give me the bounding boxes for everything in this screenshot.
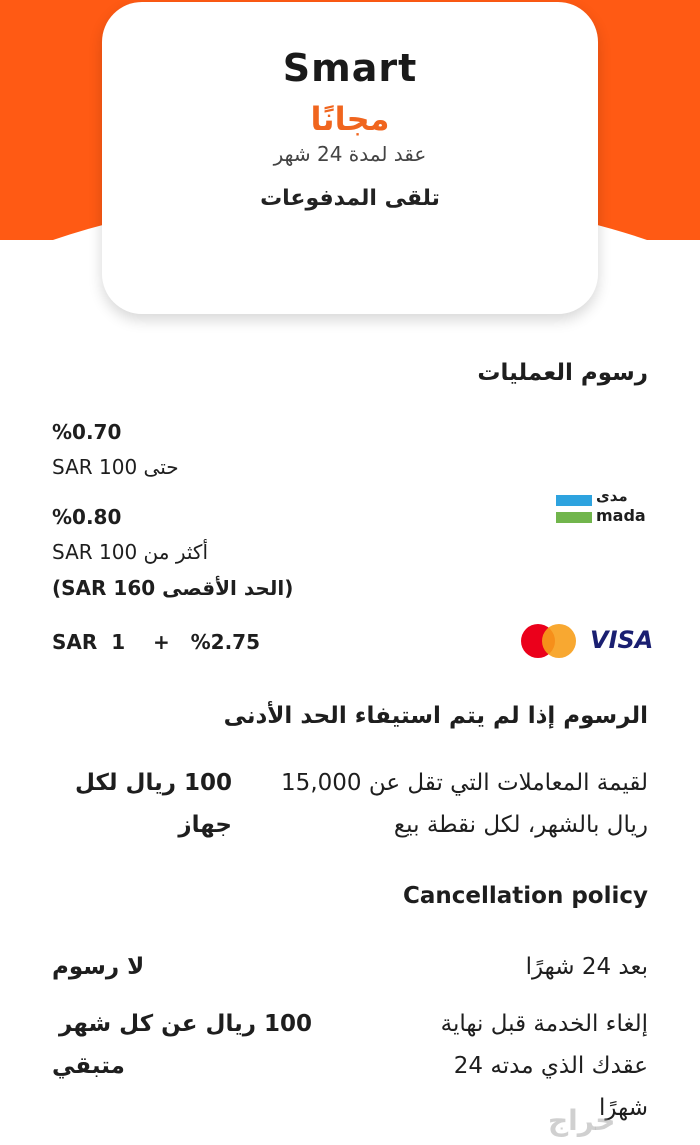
minimum-fees-amount-line1: 100 ريال لكل bbox=[74, 770, 232, 796]
minimum-fees-amount-line2: جهاز bbox=[178, 812, 232, 838]
visa-icon: VISA bbox=[590, 626, 654, 654]
mada-green-bar bbox=[556, 512, 592, 523]
watermark: حراج bbox=[548, 1104, 616, 1137]
mastercard-orange-circle bbox=[542, 624, 576, 658]
mada-tier2-rate: %0.80 bbox=[52, 505, 122, 529]
mastercard-icon bbox=[521, 624, 577, 658]
mada-blue-bar bbox=[556, 495, 592, 506]
plan-contract: عقد لمدة 24 شهر bbox=[273, 142, 427, 166]
mada-tier1-condition: حتى 100 SAR bbox=[52, 455, 179, 479]
cancellation-row1-condition: بعد 24 شهرًا bbox=[525, 954, 648, 980]
transaction-fees-title: رسوم العمليات bbox=[477, 360, 648, 386]
cancellation-row2-fee-line1: 100 ريال عن كل شهر bbox=[59, 1011, 312, 1037]
minimum-fees-title: الرسوم إذا لم يتم استيفاء الحد الأدنى bbox=[223, 703, 648, 729]
minimum-fees-description-line2: ريال بالشهر، لكل نقطة بيع bbox=[393, 812, 648, 838]
cancellation-row2-fee bbox=[52, 1003, 312, 1087]
mada-tier2-cap: (الحد الأقصى 160 SAR) bbox=[52, 576, 294, 600]
mada-tier2-condition: أكثر من 100 SAR bbox=[52, 540, 209, 564]
minimum-fees-description-line1: لقيمة المعاملات التي تقل عن 15,000 bbox=[281, 770, 648, 796]
mada-logo-english: mada bbox=[596, 506, 646, 525]
cancellation-row2-fee-line2: متبقي bbox=[52, 1053, 125, 1079]
mada-tier1-rate: %0.70 bbox=[52, 420, 122, 444]
plan-feature: تلقى المدفوعات bbox=[260, 186, 440, 211]
cancellation-row1-fee: لا رسوم bbox=[52, 954, 145, 980]
mada-logo-icon bbox=[556, 487, 646, 525]
minimum-fees-description bbox=[228, 762, 648, 846]
mada-logo-arabic: مدى bbox=[596, 487, 628, 505]
cancellation-policy-title: Cancellation policy bbox=[402, 883, 648, 909]
plan-title: Smart bbox=[282, 46, 418, 90]
card-fee: SAR 1 + %2.75 bbox=[52, 630, 261, 654]
plan-price: مجانًا bbox=[310, 100, 390, 138]
cancellation-row2-condition-line2: عقدك الذي مدته 24 bbox=[453, 1053, 648, 1079]
cancellation-row2-condition-line3: شهرًا bbox=[599, 1095, 648, 1121]
cancellation-row2-condition-line1: إلغاء الخدمة قبل نهاية bbox=[440, 1011, 648, 1037]
minimum-fees-amount bbox=[52, 762, 232, 846]
plan-card[interactable] bbox=[102, 2, 598, 314]
